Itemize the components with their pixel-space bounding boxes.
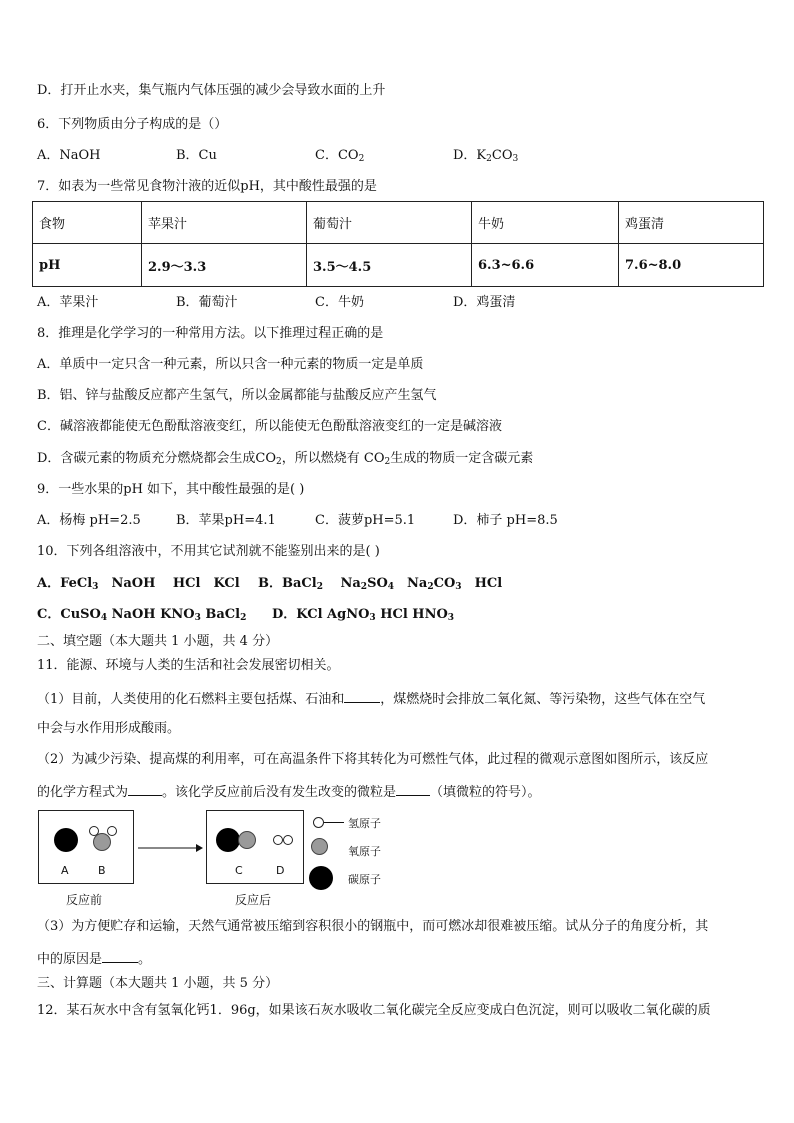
q8-option-d: D．含碳元素的物质充分燃烧都会生成$CO_2$，所以燃烧有 $CO_2$生成的物质一定含碳元素 xyxy=(37,451,534,467)
q7-option-d: D．鸡蛋清 xyxy=(453,295,516,310)
after-caption: 反应后 xyxy=(235,893,272,907)
legend-line xyxy=(324,822,344,823)
q11-part1-line2: 中会与水作用形成酸雨。 xyxy=(37,721,181,736)
label-d: D xyxy=(276,864,285,877)
answer-blank[interactable] xyxy=(102,950,138,963)
section-heading-fill-in: 二、填空题（本大题共 1 小题，共 4 分） xyxy=(37,634,279,649)
q11-part1-line1: （1）目前，人类使用的化石燃料主要包括煤、石油和 ，煤燃烧时会排放二氧化氮、等污染物，这些气体在空气 xyxy=(37,692,706,707)
legend-carbon-label: 碳原子 xyxy=(348,873,381,886)
q11-part2-line2: 的化学方程式为 。该化学反应前后没有发生改变的微粒是 （填微粒的符号）。 xyxy=(37,785,541,800)
answer-blank[interactable] xyxy=(396,783,430,796)
hydrogen-atom xyxy=(107,826,117,836)
q11-part3-line2: 中的原因是 。 xyxy=(37,952,152,967)
before-caption: 反应前 xyxy=(66,893,103,907)
q6-option-c: C．$CO_2$ xyxy=(315,148,365,164)
ph-table xyxy=(32,201,764,287)
carbon-atom xyxy=(54,828,78,852)
q8-stem: 8．推理是化学学习的一种常用方法。以下推理过程正确的是 xyxy=(37,326,384,341)
hydrogen-atom xyxy=(283,835,293,845)
table-cell: 2.9～3.3 xyxy=(142,244,307,287)
hydrogen-atom xyxy=(273,835,283,845)
q9-stem: 9．一些水果的pH 如下，其中酸性最强的是( ) xyxy=(37,482,305,497)
q9-option-c: C．菠萝pH=5.1 xyxy=(315,513,416,528)
table-cell: 7.6~8.0 xyxy=(619,244,764,287)
label-a: A xyxy=(61,864,69,877)
table-header-cell: 牛奶 xyxy=(472,202,619,244)
table-header-cell: 苹果汁 xyxy=(142,202,307,244)
oxygen-atom xyxy=(93,833,111,851)
q10-option-a: A．FeCl$_3$ NaOH HCl KCl xyxy=(37,576,240,592)
q6-option-d: D．$K_2CO_3$ xyxy=(453,148,519,164)
section-heading-calc: 三、计算题（本大题共 1 小题，共 5 分） xyxy=(37,976,279,991)
q9-option-b: B．苹果pH=4.1 xyxy=(176,513,276,528)
q11-stem: 11．能源、环境与人类的生活和社会发展密切相关。 xyxy=(37,658,340,673)
carbon-atom xyxy=(216,828,240,852)
q10-option-d: D．KCl AgNO$_3$ HCl $HNO_3$ xyxy=(272,607,455,623)
q8-option-b: B．铝、锌与盐酸反应都产生氢气，所以金属都能与盐酸反应产生氢气 xyxy=(37,388,437,403)
q9-option-a: A．杨梅 pH=2.5 xyxy=(37,513,141,528)
legend-oxygen-label: 氧原子 xyxy=(348,845,381,858)
after-reaction-box xyxy=(206,810,304,884)
q11-part2-line1: （2）为减少污染、提高煤的利用率，可在高温条件下将其转化为可燃性气体，此过程的微观示意图如图所示，该反应 xyxy=(37,752,709,767)
q10-stem: 10．下列各组溶液中，不用其它试剂就不能鉴别出来的是( ) xyxy=(37,544,380,559)
q6-stem: 6．下列物质由分子构成的是（） xyxy=(37,117,228,132)
before-reaction-box xyxy=(38,810,134,884)
legend-carbon-icon xyxy=(309,866,333,890)
q7-option-a: A．苹果汁 xyxy=(37,295,99,310)
table-header-cell: 鸡蛋清 xyxy=(619,202,764,244)
q11-part3-line1: （3）为方便贮存和运输，天然气通常被压缩到容积很小的钢瓶中，而可燃冰却很难被压缩。试从分子的角度分析，其 xyxy=(37,919,709,934)
q8-option-a: A．单质中一定只含一种元素，所以只含一种元素的物质一定是单质 xyxy=(37,357,424,372)
q9-option-d: D．柿子 pH=8.5 xyxy=(453,513,558,528)
q10-option-b: B．BaCl$_2$ $Na_2SO_4$ $Na_2CO_3$ HCl xyxy=(258,576,503,592)
reaction-arrow xyxy=(136,842,204,854)
q7-option-b: B．葡萄汁 xyxy=(176,295,238,310)
legend-hydrogen-icon xyxy=(313,817,324,828)
label-b: B xyxy=(98,864,106,877)
table-cell: 3.5～4.5 xyxy=(307,244,472,287)
q8-option-c: C．碱溶液都能使无色酚酞溶液变红，所以能使无色酚酞溶液变红的一定是碱溶液 xyxy=(37,419,502,434)
label-c: C xyxy=(235,864,243,877)
q12-text: 12．某石灰水中含有氢氧化钙1．96g，如果该石灰水吸收二氧化碳完全反应变成白色沉淀，则可以吸收二氧化碳的质 xyxy=(37,1003,711,1018)
q5-option-d: D．打开止水夹，集气瓶内气体压强的减少会导致水面的上升 xyxy=(37,83,386,98)
oxygen-atom xyxy=(238,831,256,849)
table-cell: 6.3~6.6 xyxy=(472,244,619,287)
legend-hydrogen-label: 氢原子 xyxy=(348,817,381,830)
q7-option-c: C．牛奶 xyxy=(315,295,364,310)
q6-option-a: A．NaOH xyxy=(37,148,101,163)
table-header-cell: 葡萄汁 xyxy=(307,202,472,244)
table-cell: pH xyxy=(33,244,142,287)
answer-blank[interactable] xyxy=(344,690,380,703)
legend-oxygen-icon xyxy=(311,838,328,855)
answer-blank[interactable] xyxy=(128,783,162,796)
q6-option-b: B．Cu xyxy=(176,148,217,163)
table-header-cell: 食物 xyxy=(33,202,142,244)
q7-stem: 7．如表为一些常见食物汁液的近似pH，其中酸性最强的是 xyxy=(37,179,377,194)
q10-option-c: C．CuSO$_4$ NaOH $KNO_3$ BaCl$_2$ xyxy=(37,607,247,623)
